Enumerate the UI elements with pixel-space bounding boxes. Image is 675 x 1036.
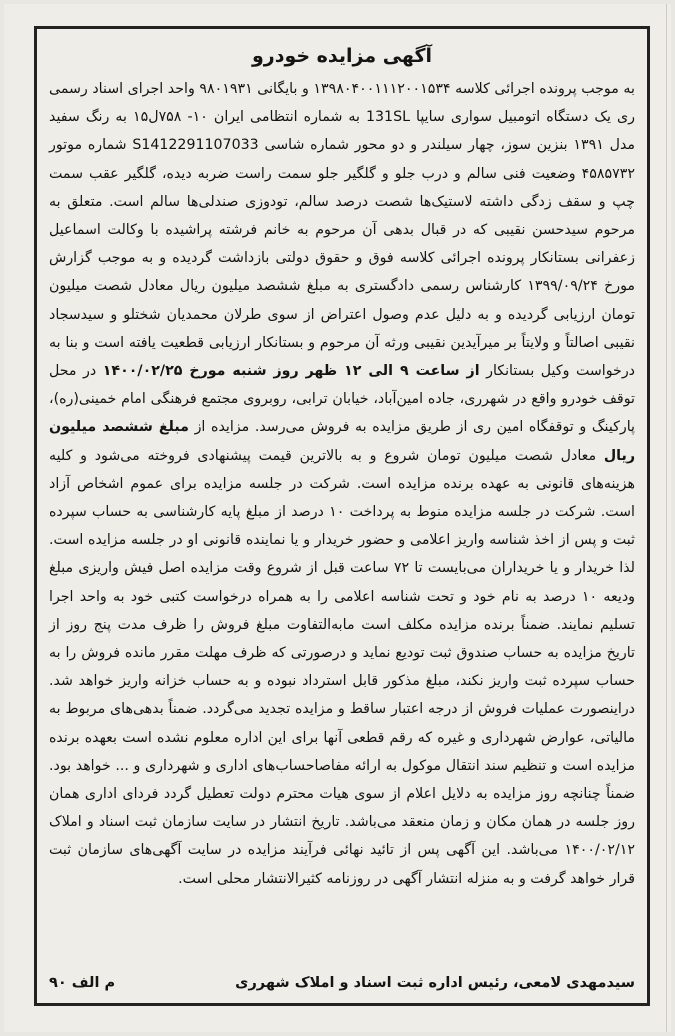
notice-text-segment-3: معادل شصت میلیون تومان شروع و به بالاترین قیمت پیشنهادی فروخته می‌شود و کلیه هزینه‌های قانونی به عهده برنده مزایده است. شرکت در جلسه مزایده برای عموم اشخاص آزاد است. شرکت در جلسه مزایده منوط به پرداخت ۱۰ درصد از مبلغ پایه کارشناسی به حساب سپرده ثبت و پس از اخذ شناسه واریز اعلامی و حضور خریدار و یا نماینده قانونی او در جلسه مزایده است. لذا خریدار و یا خریداران می‌بایست تا ۷۲ ساعت قبل از شروع وقت مزایده اصل فیش واریزی مبلغ ودیعه ۱۰ درصد به نام خود و تحت شناسه اعلامی را به همراه درخواست کتبی خود به واحد اجرا تسلیم نمایند. ضمناً برنده مزایده مکلف است مابه‌التفاوت مبلغ فروش را ظرف مدت پنج روز از تاریخ مزایده به حساب صندوق ثبت تودیع نماید و درصورتی که ظرف مهلت مقرر مانده فروش را به حساب سپرده ثبت واریز نکند، مبلغ مذکور قابل استرداد نبوده و به حساب خزانه واریز خواهد شد. دراینصورت عملیات فروش از درجه اعتبار ساقط و مزایده تجدید می‌گردد. ضمناً بدهی‌های مربوط به مالیاتی، عوارض شهرداری و غیره که رقم قطعی آنها برای این اداره معلوم نشده است بعهده برنده مزایده است و تنظیم سند انتقال موکول به ارائه مفاصاحساب‌های اداری و شهرداری و ... خواهد بود. ضمناً چنانچه روز مزایده به دلایل اعلام از سوی هیات محترم دولت تعطیل گردد فردای اداری همان روز جلسه در همان مکان و زمان منعقد می‌باشد. تاریخ انتشار در سایت سازمان ثبت اسناد و املاک ۱۴۰۰/۰۲/۱۲ می‌باشد. این آگهی پس از تائید نهائی فرآیند مزایده در سایت آگهی‌های سازمان ثبت قرار خواهد گرفت و به منزله انتشار آگهی در روزنامه کثیرالانتشار محلی است. [49, 447, 636, 887]
newspaper-page [4, 4, 671, 1032]
notice-title: آگهی مزایده خودرو [251, 45, 433, 67]
notice-code: م الف ۹۰ [49, 975, 116, 991]
auction-price: مبلغ ششصد میلیون ریال [49, 419, 635, 464]
notice-body [49, 75, 635, 893]
notice-frame [34, 26, 650, 1006]
auction-time: از ساعت ۹ الی ۱۲ ظهر روز شنبه مورخ ۱۴۰۰/۰۲/۲۵ [102, 363, 480, 380]
notice-footer [49, 971, 635, 995]
notice-text-segment-1: به موجب پرونده اجرائی کلاسه ۱۳۹۸۰۴۰۰۱۱۱۲۰۰۱۵۳۴ و بایگانی ۹۸۰۱۹۳۱ واحد اجرای اسناد رسمی ری یک دستگاه اتومبیل سواری سایپا 131SL به شماره انتظامی ایران ۱۰- ۷۵۸ل۱۵ به رنگ سفید مدل ۱۳۹۱ بنزین سوز، چهار سیلندر و دو محور شماره شاسی S1412291107033 شماره موتور ۴۵۸۵۷۳۲ وضعیت فنی سالم و درب جلو و گلگیر جلو سمت راست ضربه دیده، گلگیر عقب سمت چپ و سقف زدگی داشته لاستیک‌ها شصت درصد سالم، تودوزی صندلی‌ها سالم است. متعلق به مرحوم سیدحسن نقیبی که در قبال بدهی آن مرحوم به خانم فرشته پراشیده با وکالت اسماعیل زعفرانی بستانکار پرونده اجرائی کلاسه فوق و حقوق دولتی بازداشت گردیده و به موجب گزارش مورخ ۱۳۹۹/۰۹/۲۴ کارشناس رسمی دادگستری به مبلغ ششصد میلیون ریال معادل شصت میلیون تومان ارزیابی گردیده و به دلیل عدم وصول اعتراض از سوی طرلان محمدیان شختلو و سیدسجاد نقیبی اصالتاً و ولایتاً بر میرآیدین نقیبی ورثه آن مرحوم و بستانکار ارزیابی قطعیت یافته است و بنا به درخواست وکیل بستانکار [49, 81, 636, 380]
signature: سیدمهدی لامعی، رئیس اداره ثبت اسناد و املاک شهرری [235, 975, 635, 991]
notice-text-segment-2: در محل توقف خودرو واقع در شهرری، جاده امین‌آباد، خیابان ترابی، روبروی مجتمع فرهنگی امام خمینی(ره)، پارکینگ و توقفگاه امین ری از طریق مزایده به فروش می‌رسد. مزایده از [49, 363, 635, 436]
page-edge [666, 4, 667, 1032]
